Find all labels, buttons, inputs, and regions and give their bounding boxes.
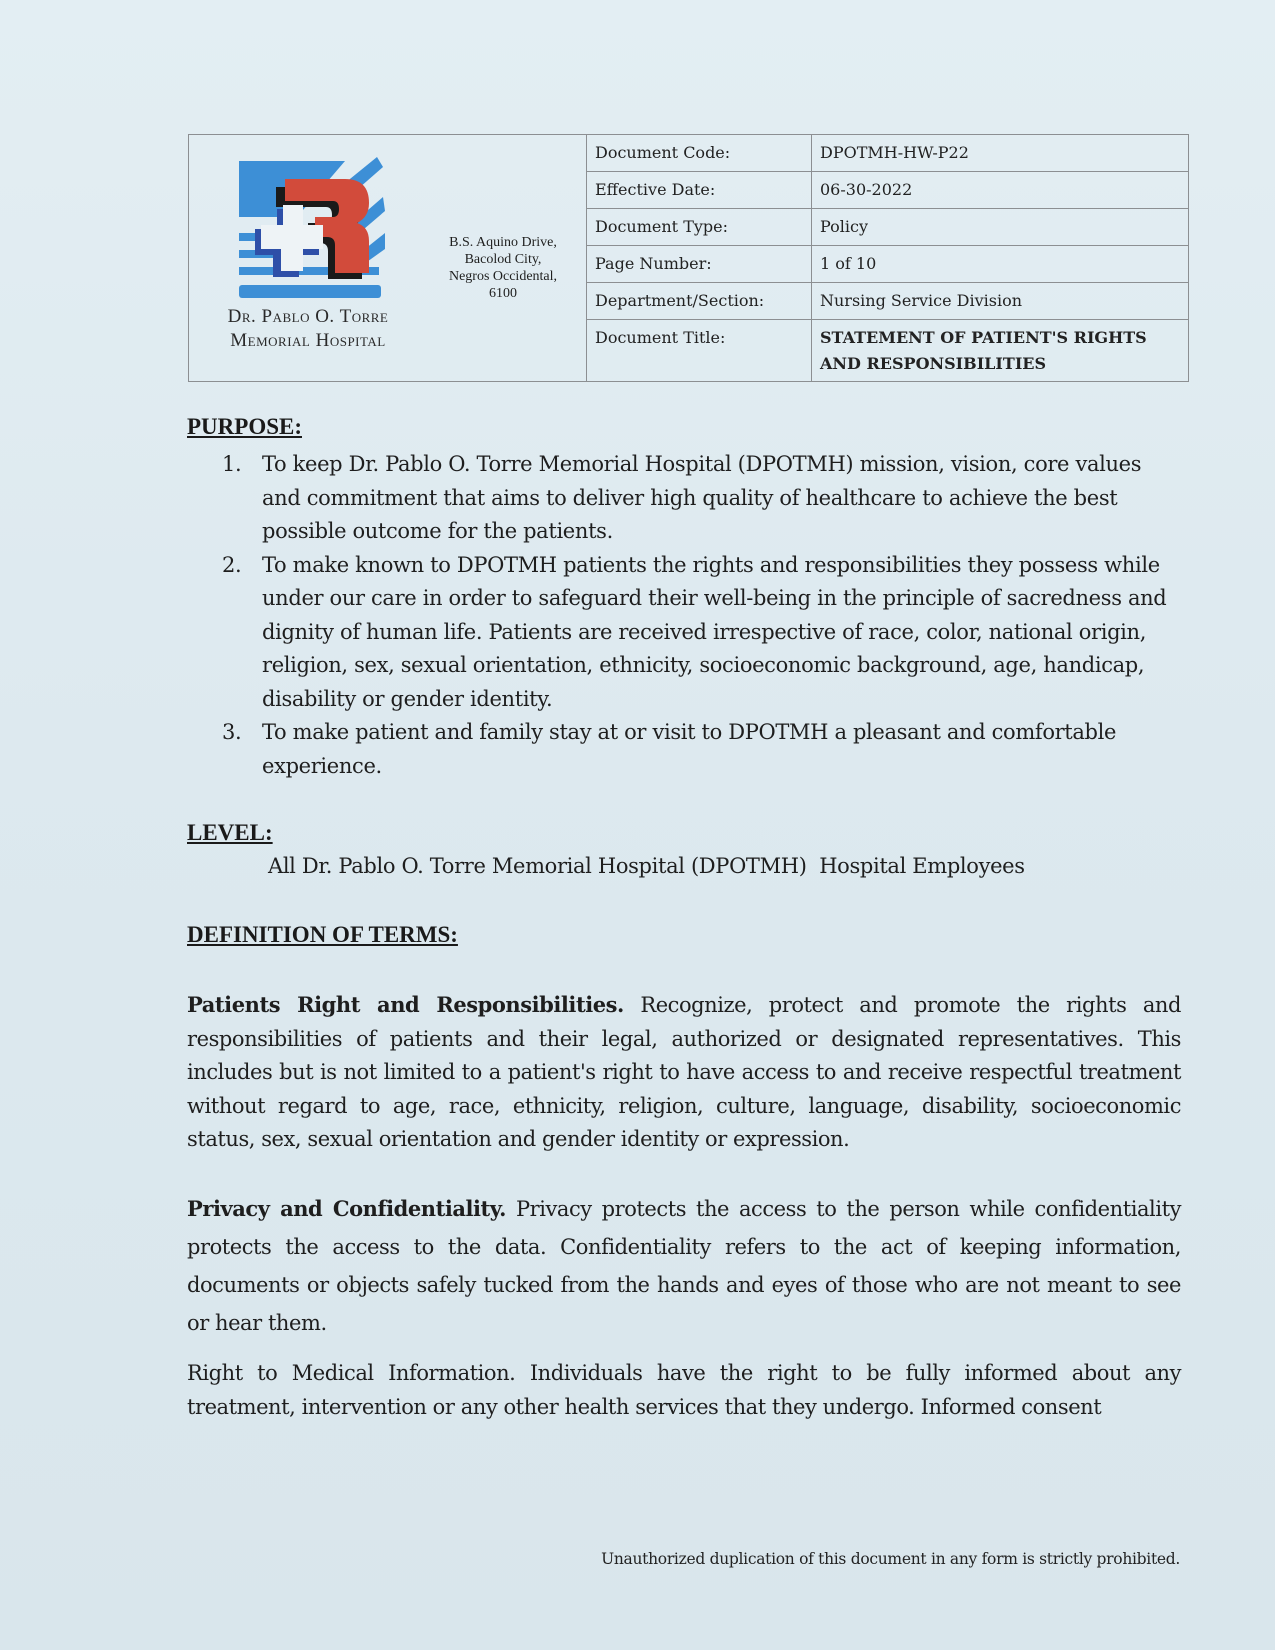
level-heading: LEVEL: bbox=[187, 820, 273, 845]
document-header-table bbox=[188, 134, 1189, 382]
address-line4: 6100 bbox=[489, 286, 517, 301]
meta-label: Page Number: bbox=[587, 246, 812, 282]
document-meta-table bbox=[587, 135, 1188, 381]
meta-value-department: Nursing Service Division bbox=[820, 291, 1023, 310]
meta-row-document-code bbox=[587, 135, 1188, 172]
address-line3: Negros Occidental, bbox=[448, 269, 558, 284]
purpose-item bbox=[222, 716, 1172, 783]
meta-label: Document Code: bbox=[587, 135, 812, 171]
meta-value-page-number: 1 of 10 bbox=[820, 254, 877, 273]
hospital-identity-cell bbox=[189, 135, 587, 381]
term-text: Privacy protects the access to the person while confidentiality protects the access to the data. Confidentiality refers to the act of keeping information, documents or objects safely tucked from the hands and eyes of those who are not meant to see or hear them. bbox=[187, 1197, 1181, 1335]
item-number: 2. bbox=[222, 552, 242, 577]
definition-patients-rights bbox=[187, 988, 1181, 1157]
item-number: 3. bbox=[222, 720, 242, 744]
meta-label: Document Title: bbox=[587, 320, 812, 381]
meta-row-page-number bbox=[587, 246, 1188, 283]
term-text: Recognize, protect and promote the rights and responsibilities of patients and their legal, authorized or designated representatives. This includes but is not limited to a patient's right to have access to and receive respectful treatment without regard to age, race, ethnicity, religion, culture, language, disability, socioeconomic status, sex, sexual orientation and gender identity or expression. bbox=[187, 993, 1181, 1151]
hospital-address bbox=[423, 234, 583, 302]
term-text: Right to Medical Information. Individuals have the right to be fully informed about any treatment, intervention or any other health services that they undergo. Informed consent bbox=[187, 1361, 1181, 1419]
meta-label: Document Type: bbox=[587, 209, 812, 245]
item-number: 1. bbox=[222, 452, 242, 476]
hospital-name-line1: Dr. Pablo O. Torre bbox=[227, 306, 389, 327]
hospital-name bbox=[193, 305, 423, 353]
meta-row-document-type bbox=[587, 209, 1188, 246]
address-line2: Bacolod City, bbox=[464, 252, 542, 267]
hospital-cross-r-logo-icon bbox=[227, 153, 387, 303]
meta-value-document-title: STATEMENT OF PATIENT'S RIGHTS AND RESPONSIBILITIES bbox=[820, 328, 1147, 373]
term-name: Privacy and Confidentiality. bbox=[187, 1196, 507, 1221]
level-text: All Dr. Pablo O. Torre Memorial Hospital (DPOTMH) Hospital Employees bbox=[268, 854, 1025, 878]
meta-value-document-type: Policy bbox=[820, 217, 868, 236]
purpose-list bbox=[222, 448, 1172, 783]
hospital-name-line2: Memorial Hospital bbox=[230, 330, 386, 351]
definition-privacy bbox=[187, 1190, 1181, 1342]
meta-value-effective-date: 06-30-2022 bbox=[820, 180, 913, 199]
meta-value-document-code: DPOTMH-HW-P22 bbox=[820, 143, 969, 162]
meta-label: Effective Date: bbox=[587, 172, 812, 208]
address-line1: B.S. Aquino Drive, bbox=[449, 235, 557, 250]
item-text: To keep Dr. Pablo O. Torre Memorial Hospital (DPOTMH) mission, vision, core values and commitment that aims to deliver high quality of healthcare to achieve the best possible outcome for the patients. bbox=[262, 452, 1142, 543]
item-text: To make known to DPOTMH patients the rights and responsibilities they possess while under our care in order to safeguard their well-being in the principle of sacredness and dignity of human life. Patients are received irrespective of race, color, national origin, religion, sex, sexual orientation, ethnicity, socioeconomic background, age, handicap, disability or gender identity. bbox=[262, 552, 1167, 711]
definition-medical-information bbox=[187, 1357, 1181, 1424]
term-name: Patients Right and Responsibilities. bbox=[187, 992, 624, 1017]
meta-label: Department/Section: bbox=[587, 283, 812, 319]
meta-row-department bbox=[587, 283, 1188, 320]
purpose-heading: PURPOSE: bbox=[187, 414, 302, 439]
purpose-item bbox=[222, 549, 1172, 717]
item-text: To make patient and family stay at or visit to DPOTMH a pleasant and comfortable experience. bbox=[262, 720, 1117, 778]
footer-notice: Unauthorized duplication of this document in any form is strictly prohibited. bbox=[601, 1550, 1180, 1568]
purpose-item bbox=[222, 448, 1172, 549]
meta-row-document-title bbox=[587, 320, 1188, 381]
definitions-heading: DEFINITION OF TERMS: bbox=[187, 922, 458, 947]
meta-row-effective-date bbox=[587, 172, 1188, 209]
